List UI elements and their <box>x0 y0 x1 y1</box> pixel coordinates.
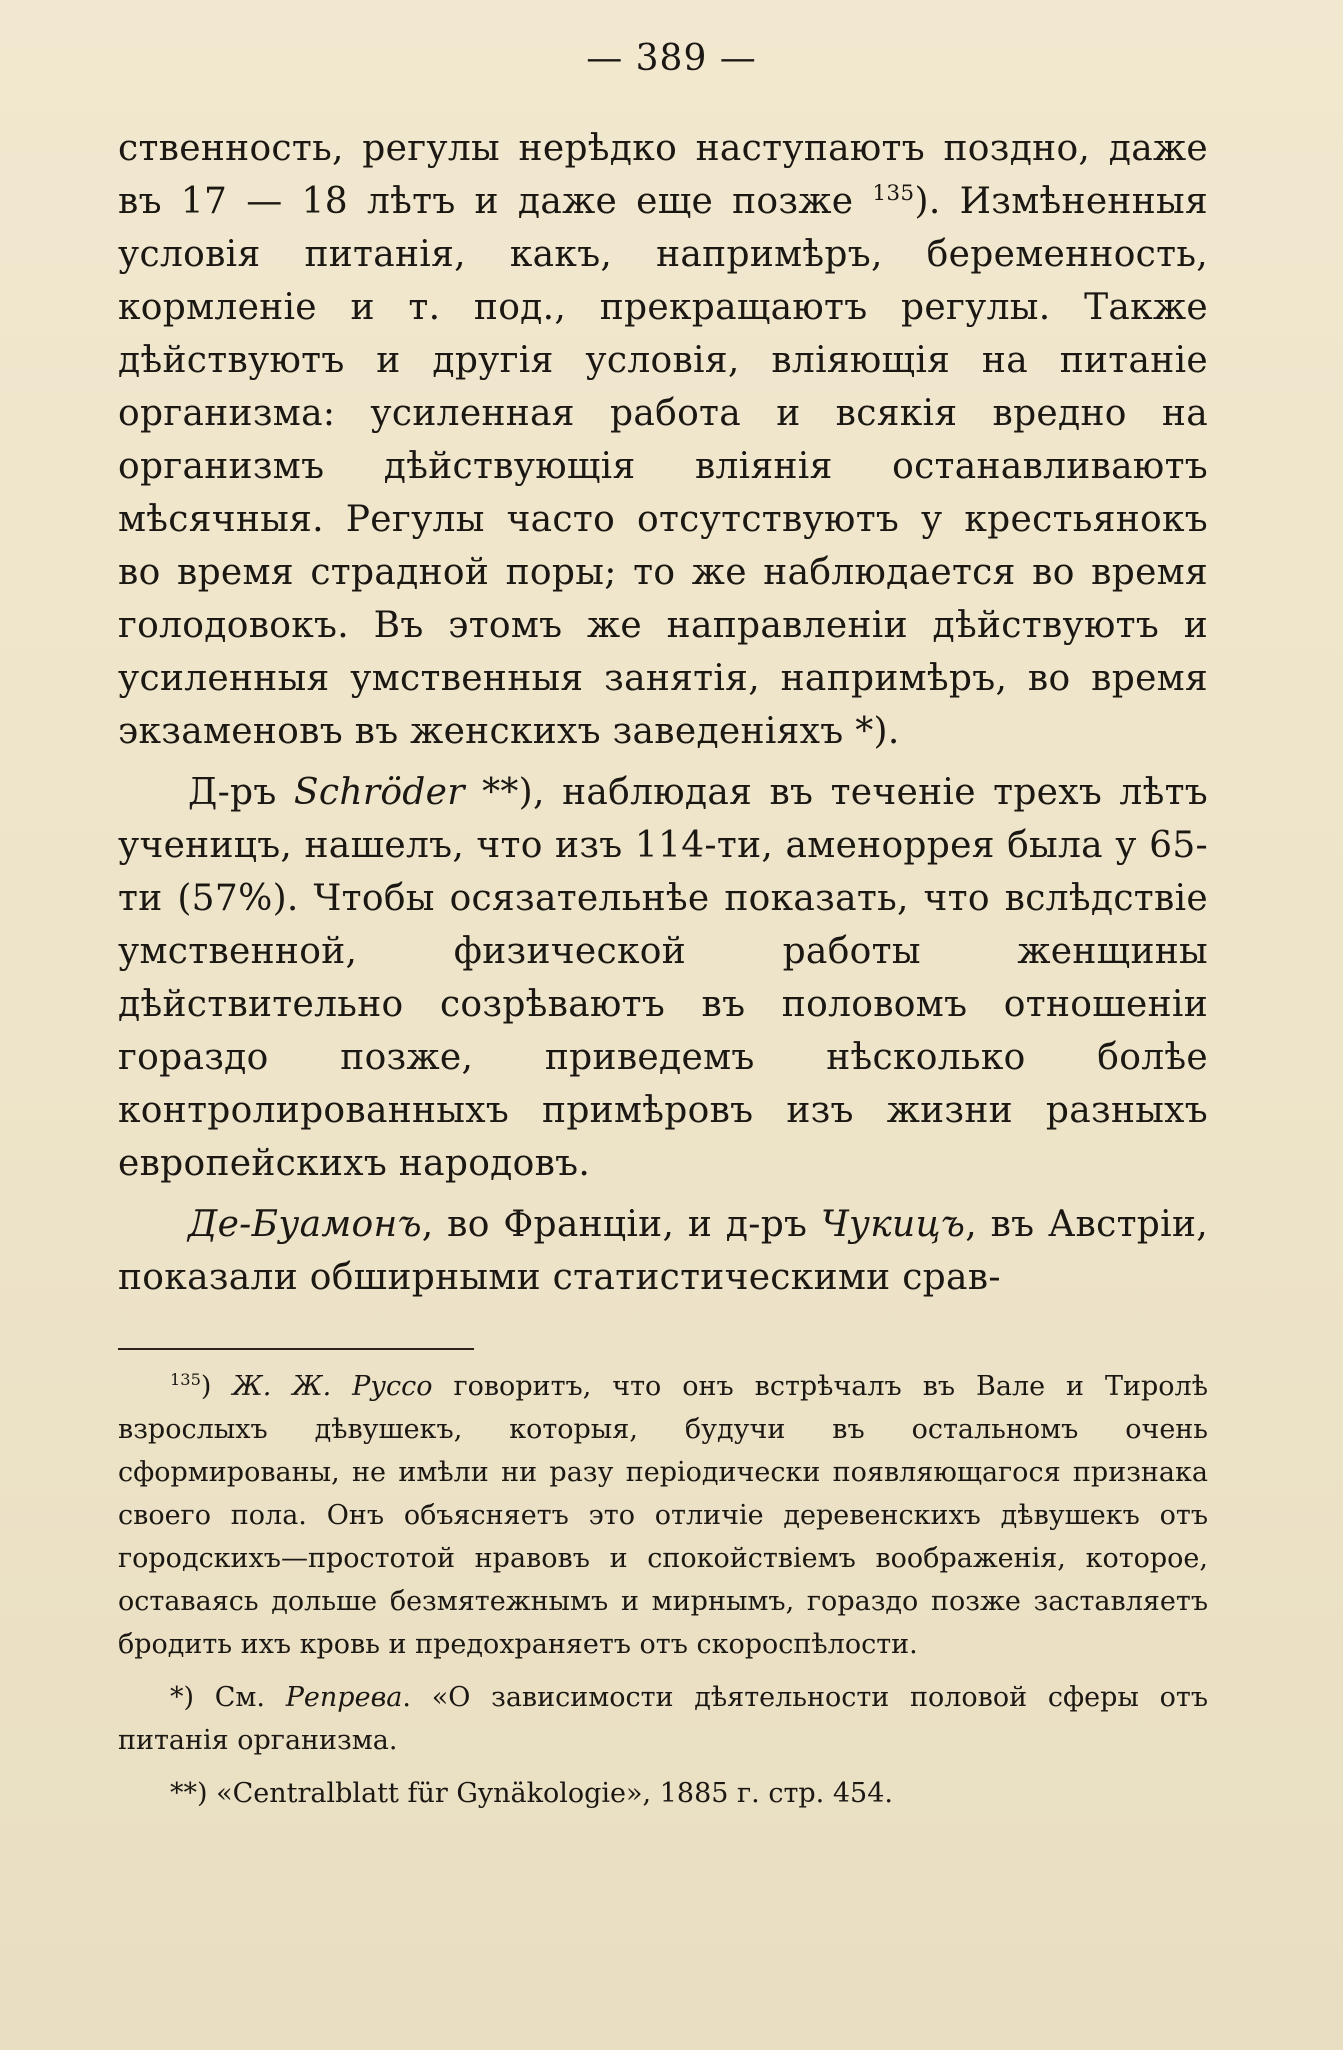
footnote-135-author: Ж. Ж. Руссо <box>232 1371 433 1402</box>
paragraph-1-text: ственность, регулы нерѣдко наступаютъ поздно, даже въ 17 — 18 лѣтъ и даже еще позже <box>118 128 1208 222</box>
paragraph-2-text: **), наблюдая въ теченіе трехъ лѣтъ ученицъ, нашелъ, что изъ 114-ти, аменоррея была у 65-ти (57%). Чтобы осязательнѣе показать, что вслѣдствіе умственной, физической работы женщины дѣйствительно созрѣваютъ въ половомъ отношеніи гораздо позже, приведемъ нѣсколько болѣе контролированныхъ примѣровъ изъ жизни разныхъ европейскихъ народовъ. <box>118 772 1209 1184</box>
author-schroder: Schröder <box>293 772 465 813</box>
main-text <box>118 122 1208 1304</box>
footnote-star-1 <box>118 1676 1208 1762</box>
footnote-135-mark: 135 <box>170 1370 201 1389</box>
footnotes <box>118 1365 1208 1815</box>
page-number: — 389 — <box>586 38 757 79</box>
paragraph-1-text-end: ). Измѣненныя условія питанія, какъ, напримѣръ, беременность, кормленіе и т. под., прекращаютъ регулы. Также дѣйствуютъ и другія условія, вліяющія на питаніе организма: усиленная работа и всякія вредно на организмъ дѣйствующія вліянія останавливаютъ мѣсячныя. Регулы часто отсутствуютъ у крестьянокъ во время страдной поры; то же наблюдается во время голодовокъ. Въ этомъ же направленіи дѣйствуютъ и усиленныя умственныя занятія, напримѣръ, во время экзаменовъ въ женскихъ заведеніяхъ *). <box>118 181 1208 752</box>
author-de-buamon: Де-Буамонъ <box>188 1204 422 1245</box>
footnote-star-2: **) «Centralblatt für Gynäkologie», 1885 г. стр. 454. <box>170 1778 893 1809</box>
paragraph-2 <box>118 766 1208 1190</box>
footnote-star-1-mark: *) См. <box>170 1682 286 1713</box>
paragraph-3-text: , въ Австріи, показали обширными статистическими срав- <box>118 1204 1208 1298</box>
footnote-star-1-author: Репрева <box>285 1682 403 1713</box>
footnote-star-1-text: . «О зависимости дѣятельности половой сферы отъ питанія организма. <box>118 1682 1208 1756</box>
footnote-ref-135: 135 <box>872 181 915 206</box>
paragraph-1 <box>118 122 1208 758</box>
footnote-135: $^{135}$) Ж. Ж. Руссо говоритъ, что онъ встрѣчалъ въ Вале и Тиролѣ взрослыхъ дѣвушекъ, которыя, будучи въ остальномъ очень сформированы, не имѣли ни разу періодически появляющагося признака своего пола. Онъ объясняетъ это отличіе деревенскихъ дѣвушекъ отъ городскихъ—простотой нравовъ и спокойствіемъ воображенія, которое, оставаясь дольше безмятежнымъ и мирнымъ, гораздо позже заставляетъ бродить ихъ кровь и предохраняетъ отъ скороспѣлости. <box>118 1370 1208 1660</box>
paragraph-3 <box>118 1198 1208 1304</box>
author-chukits: Чукицъ <box>820 1204 966 1245</box>
paragraph-2-start: Д-ръ <box>188 772 294 813</box>
footnote-divider <box>118 1348 474 1350</box>
footnote-135-text: говоритъ, что онъ встрѣчалъ въ Вале и Тиролѣ взрослыхъ дѣвушекъ, которыя, будучи въ остальномъ очень сформированы, не имѣли ни разу періодически появляющагося признака своего пола. Онъ объясняетъ это отличіе деревенскихъ дѣвушекъ отъ городскихъ—простотой нравовъ и спокойствіемъ воображенія, которое, оставаясь дольше безмятежнымъ и мирнымъ, гораздо позже заставляетъ бродить ихъ кровь и предохраняетъ отъ скороспѣлости. <box>118 1371 1208 1660</box>
paragraph-3-mid: , во Франціи, и д-ръ <box>421 1204 821 1245</box>
